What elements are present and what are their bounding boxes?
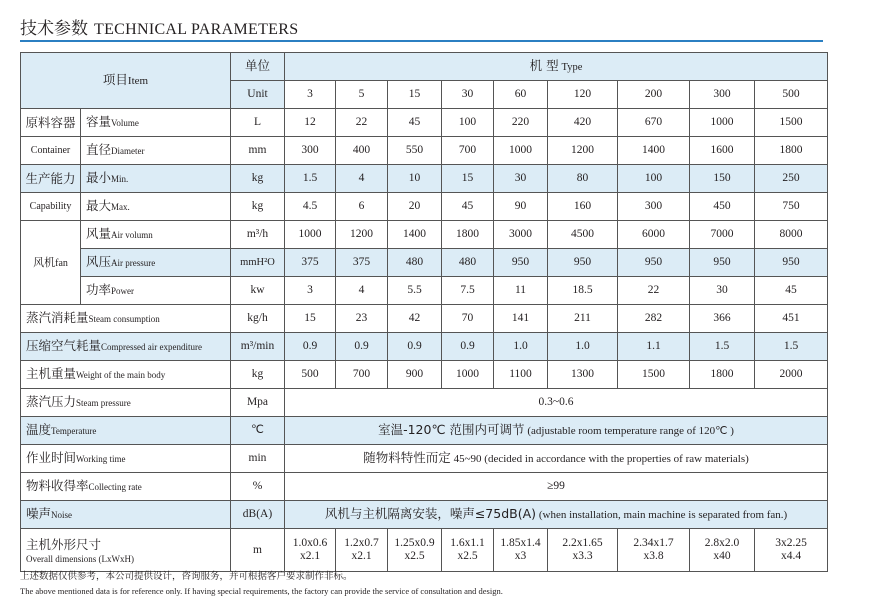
value-cell: 700 [336,361,388,389]
value-cell: 12 [285,109,336,137]
value-cell: 0.9 [442,333,494,361]
value-cell: 500 [285,361,336,389]
value-cell: 1.0 [494,333,548,361]
value-cell: 45 [755,277,828,305]
value-cell: 750 [755,193,828,221]
row-label: 功率Power [81,277,231,305]
value-cell: 300 [618,193,690,221]
row-label: 风压Air pressure [81,249,231,277]
dimension-cell: 1.0x0.6 x2.1 [285,529,336,572]
value-span: 随物料特性而定 45~90 (decided in accordance with the properties of raw materials) [285,445,828,473]
unit-cell: kg [231,361,285,389]
title-en: TECHNICAL PARAMETERS [94,21,299,38]
unit-cell: dB(A) [231,501,285,529]
value-cell: 950 [755,249,828,277]
value-cell: 950 [618,249,690,277]
value-cell: 1000 [494,137,548,165]
row-label: 最小Min. [81,165,231,193]
note-en: The above mentioned data is for reference only. If having special requirements, the factory can provide the service of consultation and design. [20,586,503,596]
unit-cell: kg [231,193,285,221]
value-cell: 3000 [494,221,548,249]
row-label: 物料收得率Collecting rate [21,473,231,501]
value-cell: 250 [755,165,828,193]
value-cell: 1.1 [618,333,690,361]
value-cell: 1600 [690,137,755,165]
value-cell: 1.0 [548,333,618,361]
value-cell: 150 [690,165,755,193]
row-label: 噪声Noise [21,501,231,529]
value-cell: 950 [494,249,548,277]
row-diameter [21,137,828,165]
row-weight [21,361,828,389]
unit-cell: m [231,529,285,572]
row-air-pressure [21,249,828,277]
value-cell: 7.5 [442,277,494,305]
value-cell: 3 [285,277,336,305]
dimension-cell: 1.25x0.9 x2.5 [388,529,442,572]
value-cell: 0.9 [388,333,442,361]
value-cell: 211 [548,305,618,333]
row-noise [21,501,828,529]
unit-cell: kw [231,277,285,305]
value-cell: 141 [494,305,548,333]
value-cell: 30 [494,165,548,193]
value-cell: 22 [336,109,388,137]
dimension-cell: 1.2x0.7 x2.1 [336,529,388,572]
unit-cell: L [231,109,285,137]
row-working-time [21,445,828,473]
value-cell: 30 [690,277,755,305]
row-collecting-rate [21,473,828,501]
value-cell: 375 [285,249,336,277]
value-cell: 950 [548,249,618,277]
value-cell: 220 [494,109,548,137]
value-cell: 1200 [548,137,618,165]
value-cell: 900 [388,361,442,389]
row-label: 直径Diameter [81,137,231,165]
value-cell: 10 [388,165,442,193]
unit-cell: min [231,445,285,473]
value-cell: 282 [618,305,690,333]
value-cell: 400 [336,137,388,165]
value-cell: 7000 [690,221,755,249]
row-volume [21,109,828,137]
unit-cell: kg/h [231,305,285,333]
unit-cell: mm [231,137,285,165]
title-zh: 技术参数 [20,19,88,39]
unit-cell: m³/min [231,333,285,361]
value-cell: 6 [336,193,388,221]
value-span: 风机与主机隔离安装，噪声≤75dB(A) (when installation, main machine is separated from fan.) [285,501,828,529]
model-col: 60 [494,81,548,109]
value-cell: 480 [388,249,442,277]
value-span: 室温-120℃ 范围内可调节 (adjustable room temperature range of 120℃ ) [285,417,828,445]
unit-cell: mmH²O [231,249,285,277]
model-col: 120 [548,81,618,109]
value-span: 0.3~0.6 [285,389,828,417]
value-cell: 550 [388,137,442,165]
value-cell: 4.5 [285,193,336,221]
value-cell: 80 [548,165,618,193]
row-compressed-air [21,333,828,361]
value-cell: 22 [618,277,690,305]
value-cell: 375 [336,249,388,277]
value-cell: 4 [336,165,388,193]
unit-cell: kg [231,165,285,193]
value-cell: 480 [442,249,494,277]
unit-header-en: Unit [231,81,285,109]
row-steam-consumption [21,305,828,333]
unit-header-zh: 单位 [231,53,285,81]
value-cell: 1200 [336,221,388,249]
value-cell: 1.5 [285,165,336,193]
row-max [21,193,828,221]
row-air-volume [21,221,828,249]
value-cell: 100 [618,165,690,193]
value-cell: 18.5 [548,277,618,305]
unit-cell: ℃ [231,417,285,445]
unit-cell: Mpa [231,389,285,417]
value-cell: 1000 [690,109,755,137]
value-cell: 1400 [618,137,690,165]
model-col: 500 [755,81,828,109]
type-header: 机 型 Type [285,53,828,81]
value-cell: 1800 [442,221,494,249]
value-cell: 670 [618,109,690,137]
item-header: 项目Item [21,53,231,109]
value-cell: 5.5 [388,277,442,305]
row-label: 最大Max. [81,193,231,221]
unit-cell: % [231,473,285,501]
model-col: 3 [285,81,336,109]
model-col: 15 [388,81,442,109]
row-label: 蒸汽压力Steam pressure [21,389,231,417]
row-label: 主机重量Weight of the main body [21,361,231,389]
value-cell: 950 [690,249,755,277]
header-row-1 [21,53,828,81]
row-label: 压缩空气耗量Compressed air expenditure [21,333,231,361]
model-col: 5 [336,81,388,109]
value-cell: 23 [336,305,388,333]
row-steam-pressure [21,389,828,417]
value-cell: 45 [388,109,442,137]
dimension-cell: 2.2x1.65 x3.3 [548,529,618,572]
dimension-cell: 3x2.25 x4.4 [755,529,828,572]
value-cell: 8000 [755,221,828,249]
value-cell: 20 [388,193,442,221]
value-cell: 1800 [690,361,755,389]
value-cell: 366 [690,305,755,333]
value-cell: 4500 [548,221,618,249]
row-label: 温度Temperature [21,417,231,445]
value-cell: 45 [442,193,494,221]
value-cell: 1000 [442,361,494,389]
value-cell: 4 [336,277,388,305]
value-cell: 1400 [388,221,442,249]
row-label: 容量Volume [81,109,231,137]
value-cell: 300 [285,137,336,165]
value-cell: 1300 [548,361,618,389]
value-cell: 1.5 [755,333,828,361]
group-container: 原料容器 Container [21,109,81,165]
value-cell: 160 [548,193,618,221]
group-capability: 生产能力 Capability [21,165,81,221]
row-label: 作业时间Working time [21,445,231,473]
value-cell: 0.9 [336,333,388,361]
note-zh: 上述数据仅供参考，本公司提供设计，咨询服务，并可根据客户要求制作非标。 [20,571,353,582]
parameters-table [20,52,828,572]
value-cell: 6000 [618,221,690,249]
value-cell: 1000 [285,221,336,249]
value-cell: 1500 [618,361,690,389]
value-cell: 15 [442,165,494,193]
model-col: 300 [690,81,755,109]
row-min [21,165,828,193]
unit-cell: m³/h [231,221,285,249]
value-cell: 2000 [755,361,828,389]
row-temperature [21,417,828,445]
value-cell: 0.9 [285,333,336,361]
model-col: 30 [442,81,494,109]
value-cell: 450 [690,193,755,221]
value-cell: 100 [442,109,494,137]
row-dimensions [21,529,828,572]
page-title [20,14,298,39]
dimension-cell: 2.34x1.7 x3.8 [618,529,690,572]
value-cell: 11 [494,277,548,305]
value-cell: 700 [442,137,494,165]
title-rule [20,40,823,42]
dimension-cell: 1.6x1.1 x2.5 [442,529,494,572]
value-cell: 1.5 [690,333,755,361]
group-fan: 风机fan [21,221,81,305]
model-col: 200 [618,81,690,109]
value-cell: 90 [494,193,548,221]
value-cell: 42 [388,305,442,333]
value-cell: 15 [285,305,336,333]
dimension-cell: 2.8x2.0 x40 [690,529,755,572]
value-span: ≥99 [285,473,828,501]
row-label: 风量Air volumn [81,221,231,249]
row-label: 蒸汽消耗量Steam consumption [21,305,231,333]
value-cell: 70 [442,305,494,333]
value-cell: 1100 [494,361,548,389]
value-cell: 1800 [755,137,828,165]
row-label: 主机外形尺寸 Overall dimensions (LxWxH) [21,529,231,572]
dimension-cell: 1.85x1.4 x3 [494,529,548,572]
value-cell: 451 [755,305,828,333]
row-power [21,277,828,305]
value-cell: 420 [548,109,618,137]
value-cell: 1500 [755,109,828,137]
